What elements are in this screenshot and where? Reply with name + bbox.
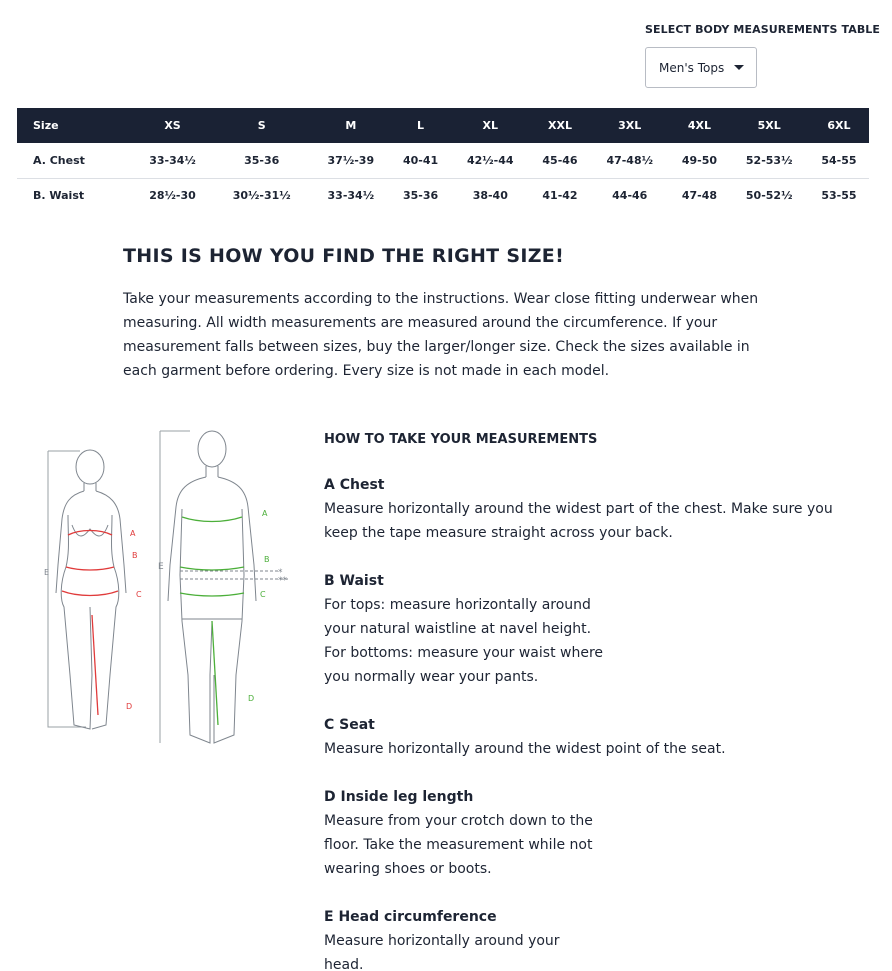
- table-cell: 41-42: [542, 189, 578, 203]
- size-guide-text: Take your measurements according to the instructions. Wear close fitting underwear when measuring. All width measurements are measured around the circumference. If your measurement falls between sizes, buy the larger/longer size. Check the sizes available in each garment before ordering. Every size is not made in each model.: [123, 291, 759, 379]
- instructions-title: HOW TO TAKE YOUR MEASUREMENTS: [324, 432, 598, 447]
- caret-down-icon: [734, 65, 744, 70]
- instruction-head: [324, 905, 869, 971]
- instruction-seat: [324, 713, 869, 761]
- instruction-chest: [324, 473, 869, 545]
- table-cell: 38-40: [472, 189, 508, 203]
- seat-title: C Seat: [324, 717, 375, 733]
- measurement-table-selector: [645, 23, 881, 88]
- row-label: B. Waist: [33, 189, 85, 203]
- table-cell: 35-36: [212, 143, 311, 178]
- table-cell: 37½-39: [311, 143, 390, 178]
- column-header: XS: [133, 108, 212, 143]
- selector-label: SELECT BODY MEASUREMENTS TABLE: [645, 23, 881, 36]
- column-header: 3XL: [590, 108, 669, 143]
- reference-dashed-lines: [180, 571, 290, 579]
- head-title: E Head circumference: [324, 909, 497, 925]
- table-cell: 54-55: [809, 143, 869, 178]
- table-cell: 44-46: [612, 189, 648, 203]
- table-row: [17, 178, 869, 213]
- table-cell: 33-34½: [327, 189, 375, 203]
- label-e-female: E: [44, 568, 50, 577]
- size-table: [17, 108, 869, 213]
- female-figure: [56, 450, 126, 729]
- column-header: L: [391, 108, 451, 143]
- table-cell: 40-41: [391, 143, 451, 178]
- table-header-row: [17, 108, 869, 143]
- column-header: 5XL: [729, 108, 808, 143]
- column-header: XL: [451, 108, 530, 143]
- row-label: A. Chest: [17, 143, 133, 178]
- column-header: S: [212, 108, 311, 143]
- chest-text: Measure horizontally around the widest part of the chest. Make sure you keep the tape measure straight across your back.: [324, 501, 833, 541]
- measurement-instructions: [324, 432, 869, 971]
- measurement-figure: [40, 425, 300, 750]
- label-star-double: **: [278, 576, 287, 586]
- size-guide-intro: [123, 245, 763, 383]
- waist-text-bottoms: For bottoms: measure your waist where you normally wear your pants.: [324, 645, 604, 685]
- measurement-table-dropdown[interactable]: [645, 47, 757, 88]
- dropdown-value: Men's Tops: [659, 60, 725, 75]
- seat-text: Measure horizontally around the widest point of the seat.: [324, 741, 726, 757]
- column-header: XXL: [530, 108, 590, 143]
- table-cell: 28½-30: [149, 189, 196, 203]
- label-e-male: E: [158, 562, 164, 572]
- label-d-male: D: [248, 694, 255, 703]
- column-header: 6XL: [809, 108, 869, 143]
- size-guide-title: THIS IS HOW YOU FIND THE RIGHT SIZE!: [123, 245, 565, 267]
- label-c-male: C: [260, 590, 266, 599]
- instruction-waist: [324, 569, 869, 689]
- body-measurement-illustration: [40, 425, 300, 750]
- table-cell: 45-46: [530, 143, 590, 178]
- head-text: Measure horizontally around your head.: [324, 933, 560, 971]
- leg-title: D Inside leg length: [324, 789, 474, 805]
- table-cell: 42½-44: [451, 143, 530, 178]
- column-header: M: [311, 108, 390, 143]
- chest-title: A Chest: [324, 477, 385, 493]
- instruction-leg: [324, 785, 869, 881]
- leg-text: Measure from your crotch down to the floor. Take the measurement while not wearing shoes or boots.: [324, 813, 593, 877]
- label-d-female: D: [126, 702, 133, 711]
- label-a-male: A: [262, 509, 268, 518]
- label-a-female: A: [130, 529, 136, 538]
- table-cell: 35-36: [402, 189, 439, 203]
- label-b-male: B: [264, 555, 270, 564]
- table-cell: 33-34½: [133, 143, 212, 178]
- column-header: Size: [17, 108, 133, 143]
- table-cell: 30½-31½: [232, 189, 291, 203]
- male-figure: [168, 431, 256, 743]
- waist-title: B Waist: [324, 573, 384, 589]
- table-row: [17, 143, 869, 178]
- column-header: 4XL: [669, 108, 729, 143]
- table-cell: 52-53½: [729, 143, 808, 178]
- waist-text-tops: For tops: measure horizontally around your natural waistline at navel height.: [324, 597, 592, 637]
- table-cell: 50-52½: [745, 189, 793, 203]
- table-cell: 47-48: [681, 189, 718, 203]
- table-cell: 53-55: [821, 189, 857, 203]
- table-cell: 47-48½: [590, 143, 669, 178]
- male-measure-lines: [180, 517, 244, 725]
- label-b-female: B: [132, 551, 138, 560]
- label-c-female: C: [136, 590, 142, 599]
- label-star-single: *: [278, 568, 283, 578]
- table-cell: 49-50: [669, 143, 729, 178]
